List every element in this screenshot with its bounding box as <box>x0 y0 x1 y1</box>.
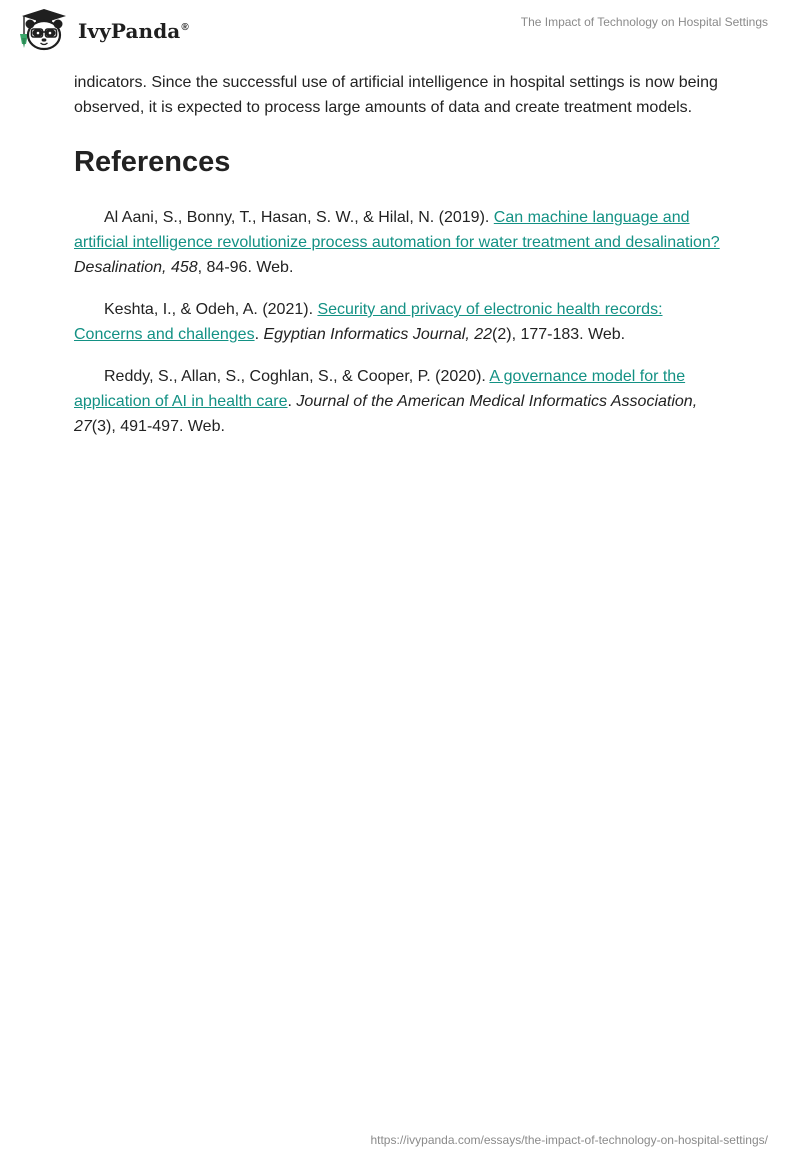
reference-journal: Journal of the American Medical Informatics Association, 27 <box>74 393 698 435</box>
source-url[interactable]: https://ivypanda.com/essays/the-impact-of-technology-on-hospital-settings/ <box>370 1133 768 1147</box>
brand-name: IvyPanda® <box>78 19 189 43</box>
registered-mark: ® <box>181 22 189 34</box>
references-heading: References <box>74 146 231 178</box>
reference-pages: (2), 177-183. Web. <box>492 326 626 343</box>
reference-pages: (3), 491-497. Web. <box>91 418 225 435</box>
intro-paragraph: indicators. Since the successful use of artificial intelligence in hospital settings is now being observed, it is expected to process large amounts of data and create treatment models. <box>74 74 718 116</box>
running-title: The Impact of Technology on Hospital Settings <box>520 15 768 29</box>
reference-journal: Egyptian Informatics Journal, 22 <box>263 326 493 343</box>
reference-journal: Desalination, 458 <box>74 259 198 276</box>
ivypanda-logo[interactable] <box>14 8 189 52</box>
reference-authors: Al Aani, S., Bonny, T., Hasan, S. W., & Hilal, N. (2019). <box>104 209 494 226</box>
reference-link[interactable]: Security and privacy of electronic health records: Concerns and challenges <box>74 301 663 343</box>
panda-graduate-icon <box>14 8 76 52</box>
reference-link[interactable]: A governance model for the application of AI in health care <box>74 368 686 410</box>
reference-item <box>74 297 726 347</box>
reference-pages: , 84-96. Web. <box>197 259 294 276</box>
reference-link[interactable]: Can machine language and artificial intelligence revolutionize process automation for water treatment and desalination? <box>74 209 720 251</box>
reference-separator: . <box>287 393 297 410</box>
reference-authors: Keshta, I., & Odeh, A. (2021). <box>104 301 318 318</box>
reference-list <box>74 205 726 439</box>
reference-separator: . <box>254 326 264 343</box>
essay-content <box>74 70 726 456</box>
page-header <box>0 0 800 60</box>
reference-item <box>74 205 726 280</box>
reference-item <box>74 364 726 439</box>
reference-authors: Reddy, S., Allan, S., Coghlan, S., & Cooper, P. (2020). <box>104 368 490 385</box>
